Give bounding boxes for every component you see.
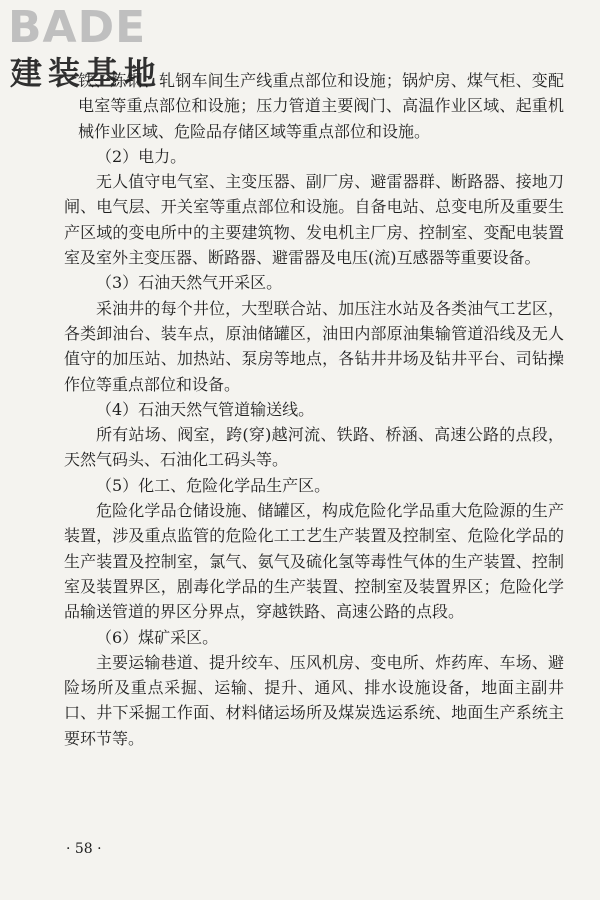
paragraph-oil-gas-extraction: 采油井的每个井位，大型联合站、加压注水站及各类油气工艺区，各类卸油台、装车点，原油储罐区，油田内部原油集输管道沿线及无人值守的加压站、加热站、泵房等地点，各钻井井场及钻井平台、司钻操作位等重点部位和设备。	[64, 298, 564, 394]
logo-subtitle: 建装基地	[10, 54, 163, 92]
paragraph-chemical: 危险化学品仓储设施、储罐区，构成危险化学品重大危险源的生产装置，涉及重点监管的危险化工工艺生产装置及控制室、危险化学品的生产装置及控制室，氯气、氨气及硫化氢等毒性气体的生产装置、控制室及装置界区，剧毒化学品的生产装置、控制室及装置界区；危险化学品输送管道的界区分界点，穿越铁路、高速公路的点段。	[64, 501, 564, 622]
section-heading-chemical: （5）化工、危险化学品生产区。	[96, 475, 331, 495]
logo-brand: BADE	[8, 2, 147, 53]
paragraph-electric-power: 无人值守电气室、主变压器、副厂房、避雷器群、断路器、接地刀闸、电气层、开关室等重点部位和设施。自备电站、总变电所及重要生产区域的变电所中的主要建筑物、发电机主厂房、控制室、变配电装置室及室外主变压器、断路器、避雷器及电压(流)互感器等重要设备。	[64, 172, 564, 268]
section-heading-coal-mine: （6）煤矿采区。	[96, 627, 219, 647]
body-text	[64, 68, 564, 751]
section-heading-pipeline: （4）石油天然气管道输送线。	[96, 399, 315, 419]
paragraph-pipeline: 所有站场、阀室，跨(穿)越河流、铁路、桥涵、高速公路的点段，天然气码头、石油化工码头等。	[64, 425, 564, 470]
section-heading-electric-power: （2）电力。	[96, 146, 187, 166]
paragraph-coal-mine: 主要运输巷道、提升绞车、压风机房、变电所、炸药库、车场、避险场所及重点采掘、运输、提升、通风、排水设施设备，地面主副井口、井下采掘工作面、材料储运场所及煤炭选运系统、地面生产系统主要环节等。	[64, 652, 564, 748]
paragraph-continued: 铁、炼钢、轧钢车间生产线重点部位和设施；锅炉房、煤气柜、变配电室等重点部位和设施；压力管道主要阀门、高温作业区域、起重机械作业区域、危险品存储区域等重点部位和设施。	[78, 71, 564, 141]
page-number: · 58 ·	[66, 841, 102, 857]
section-heading-oil-gas-extraction: （3）石油天然气开采区。	[96, 273, 283, 293]
